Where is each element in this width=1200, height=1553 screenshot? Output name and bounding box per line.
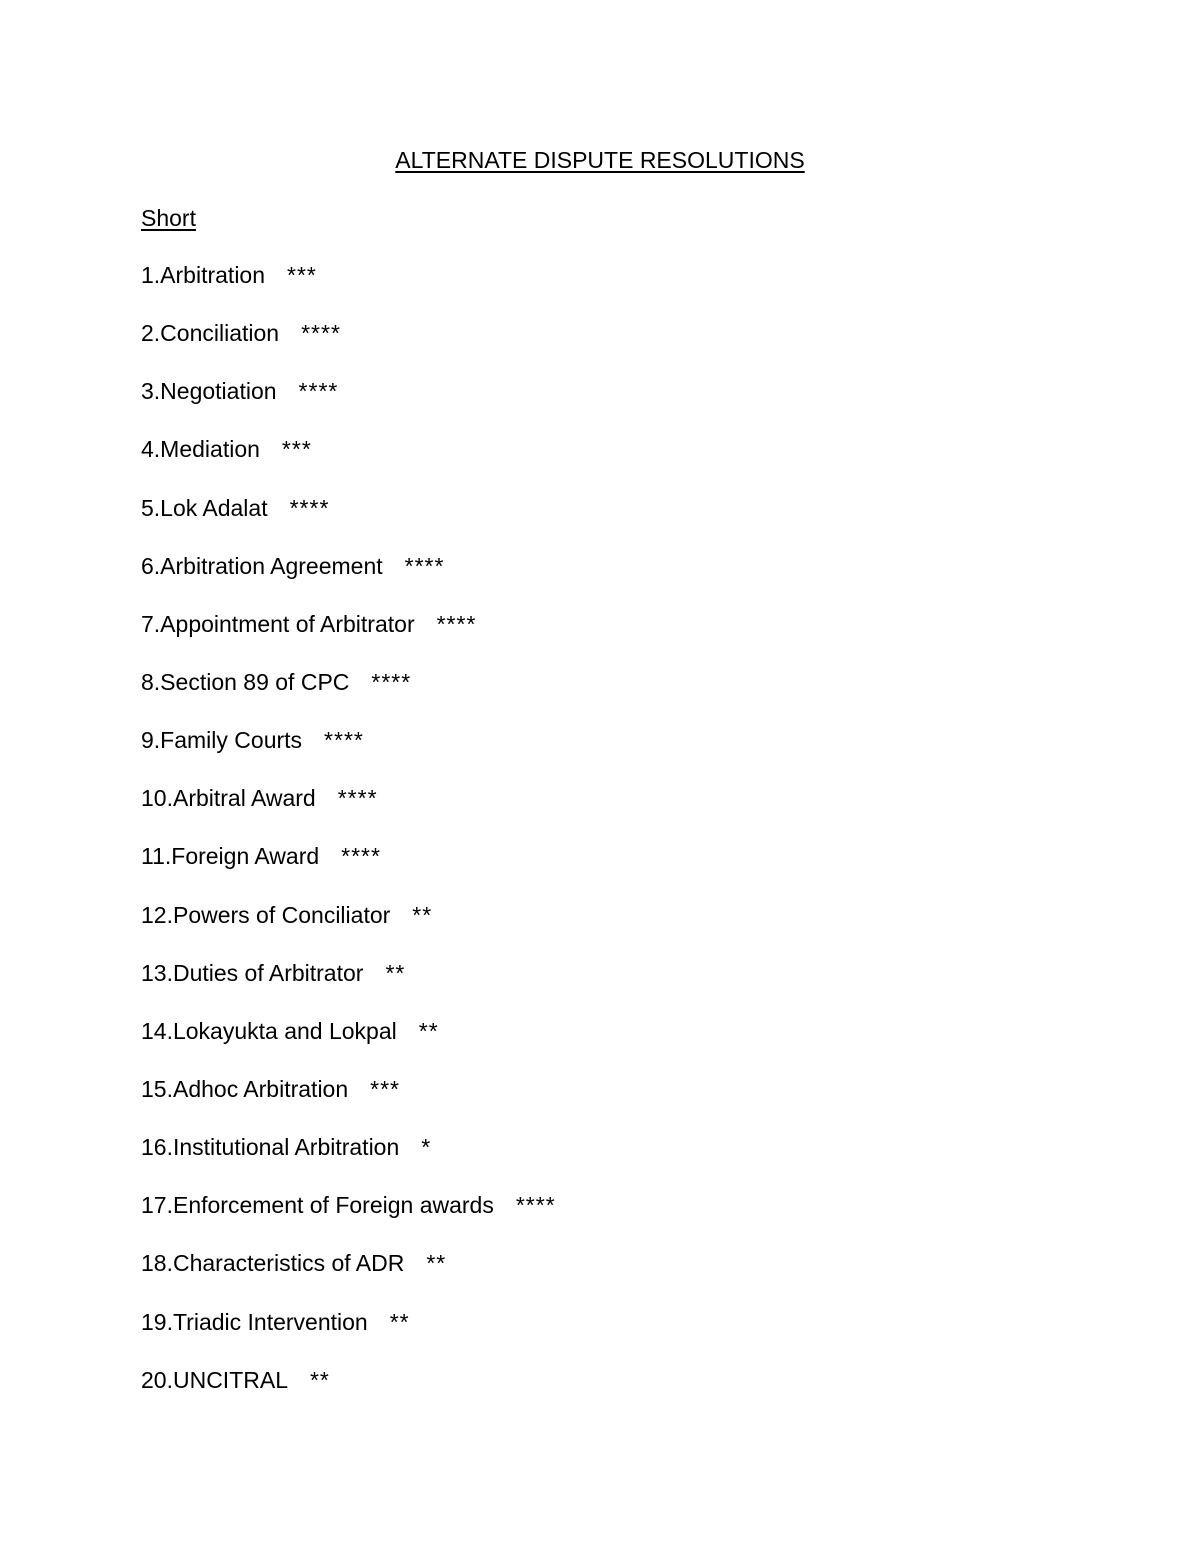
topic-rating: **** (404, 552, 445, 579)
list-item (141, 1190, 556, 1220)
topic-rating: ** (385, 959, 406, 986)
topic-rating: **** (337, 785, 378, 812)
topic-label: 20.UNCITRAL (141, 1366, 288, 1393)
list-item (141, 434, 556, 464)
topic-label: 19.Triadic Intervention (141, 1308, 368, 1335)
topic-label: 4.Mediation (141, 436, 260, 463)
topic-label: 9.Family Courts (141, 727, 303, 754)
list-item (141, 318, 556, 348)
list-item (141, 493, 556, 523)
topic-rating: *** (370, 1075, 400, 1102)
topic-rating: ** (412, 901, 433, 928)
topic-label: 18.Characteristics of ADR (141, 1250, 405, 1277)
topic-rating: ** (426, 1250, 447, 1277)
topic-rating: * (421, 1134, 432, 1161)
topic-label: 5.Lok Adalat (141, 494, 268, 521)
topic-rating: **** (298, 378, 339, 405)
section-heading-short: Short (141, 205, 196, 231)
topic-label: 8.Section 89 of CPC (141, 668, 350, 695)
topic-label: 15.Adhoc Arbitration (141, 1075, 349, 1102)
topic-label: 17.Enforcement of Foreign awards (141, 1192, 494, 1219)
topic-list (141, 260, 556, 1423)
topic-rating: *** (287, 262, 317, 288)
page-title: ALTERNATE DISPUTE RESOLUTIONS (395, 147, 805, 173)
topic-rating: **** (371, 668, 412, 695)
topic-rating: **** (289, 494, 330, 521)
topic-label: 3.Negotiation (141, 378, 277, 405)
list-item (141, 841, 556, 871)
list-item (141, 376, 556, 406)
topic-rating: ** (389, 1308, 410, 1335)
list-item (141, 260, 556, 290)
topic-rating: **** (324, 727, 364, 754)
topic-label: 7.Appointment of Arbitrator (141, 610, 415, 637)
topic-rating: **** (341, 843, 381, 870)
list-item (141, 667, 556, 697)
topic-label: 6.Arbitration Agreement (141, 552, 383, 579)
topic-rating: **** (436, 610, 477, 637)
topic-label: 1.Arbitration (141, 262, 266, 288)
topic-rating: **** (515, 1192, 556, 1219)
list-item (141, 958, 556, 988)
topic-label: 13.Duties of Arbitrator (141, 959, 364, 986)
topic-label: 16.Institutional Arbitration (141, 1134, 400, 1161)
topic-label: 14.Lokayukta and Lokpal (141, 1017, 397, 1044)
list-item (141, 1365, 556, 1395)
list-item (141, 551, 556, 581)
list-item (141, 1248, 556, 1278)
topic-label: 11.Foreign Award (141, 843, 320, 870)
list-item (141, 725, 556, 755)
list-item (141, 1132, 556, 1162)
topic-label: 10.Arbitral Award (141, 785, 316, 812)
list-item (141, 1016, 556, 1046)
list-item (141, 1074, 556, 1104)
topic-rating: ** (418, 1017, 439, 1044)
list-item (141, 783, 556, 813)
topic-rating: *** (281, 436, 312, 463)
list-item (141, 900, 556, 930)
list-item (141, 1307, 556, 1337)
list-item (141, 609, 556, 639)
topic-rating: ** (309, 1366, 330, 1393)
topic-label: 12.Powers of Conciliator (141, 901, 391, 928)
topic-rating: **** (301, 320, 341, 347)
topic-label: 2.Conciliation (141, 320, 280, 347)
